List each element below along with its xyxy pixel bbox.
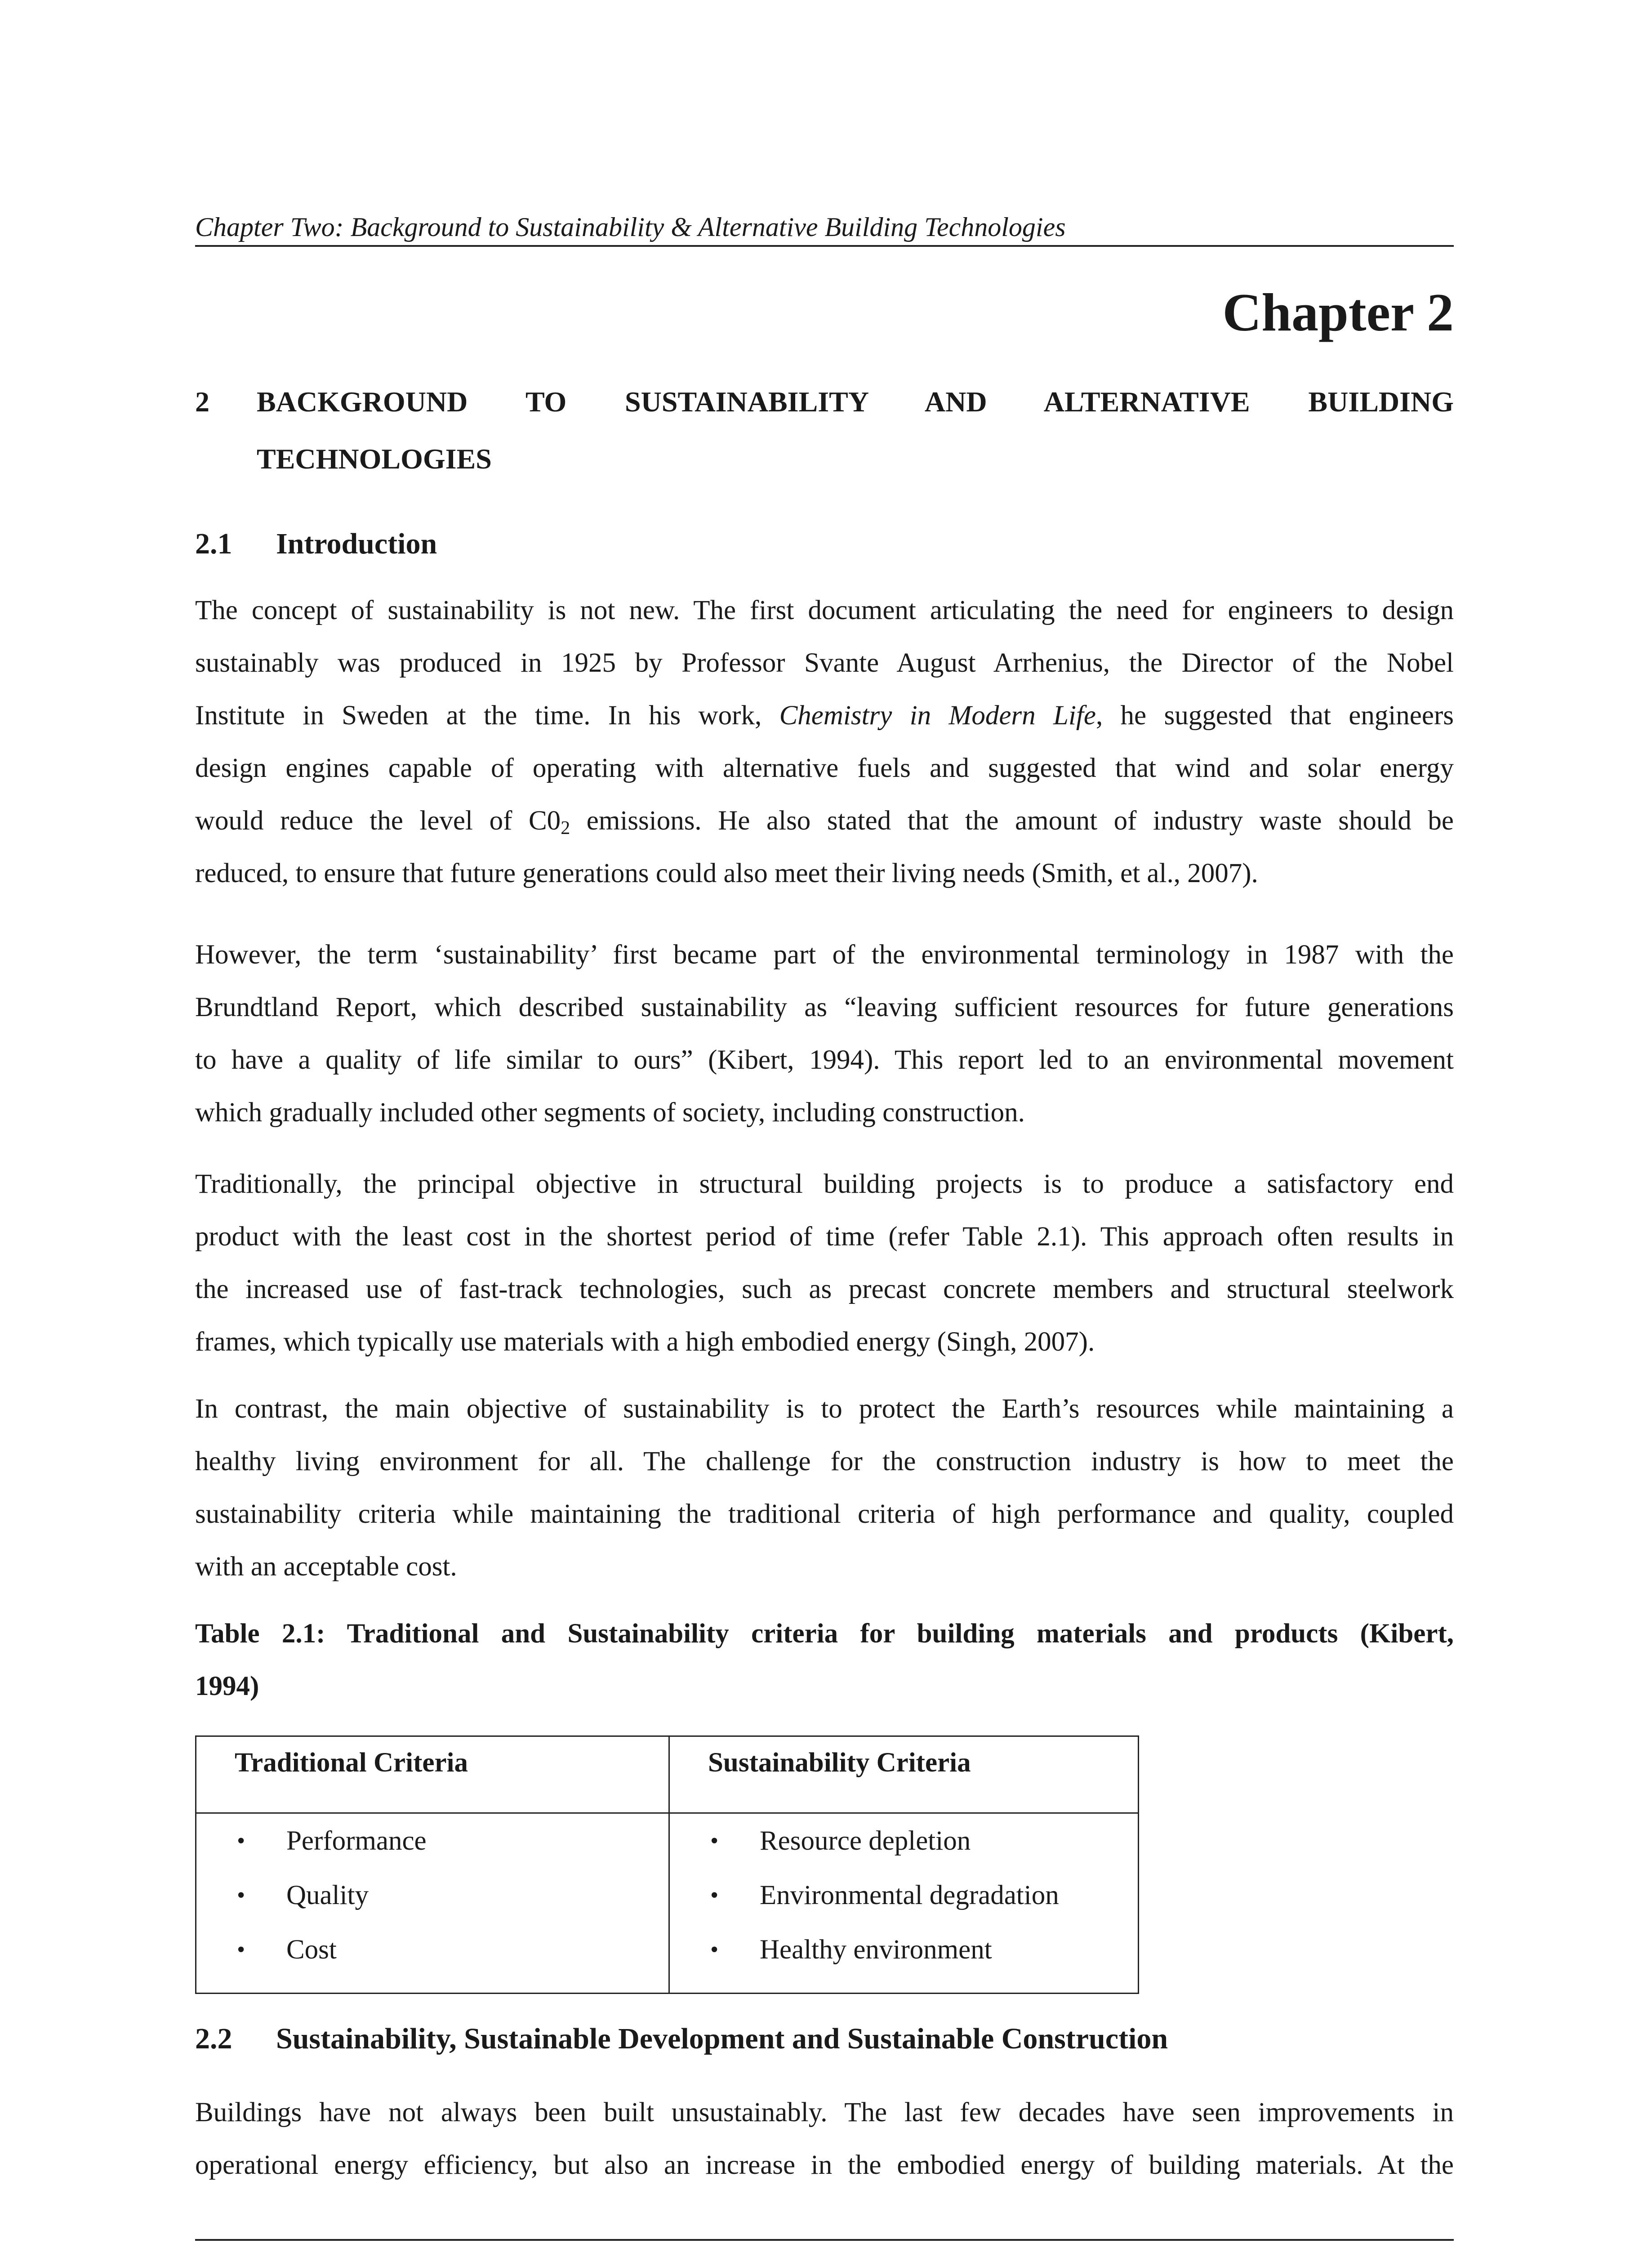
sustainability-criteria-list (701, 1814, 1120, 1977)
text-line: to have a quality of life similar to ours” (Kibert, 1994). This report led to an environmental movement (195, 1045, 1454, 1075)
running-header: Chapter Two: Background to Sustainability & Alternative Building Technologies (195, 212, 1066, 242)
bullet-icon: • (710, 1828, 719, 1854)
text-line: Institute in Sweden at the time. In his work, Chemistry in Modern Life, he suggested that engineers (195, 700, 1454, 731)
section-number: 2.1 (195, 527, 232, 560)
section-title: Sustainability, Sustainable Development and Sustainable Construction (276, 2022, 1168, 2055)
paragraph-buildings (195, 2086, 1454, 2191)
paragraph-contrast (195, 1383, 1454, 1593)
document-page (195, 0, 1454, 2248)
text-line: product with the least cost in the shortest period of time (refer Table 2.1). This approach often results in (195, 1222, 1454, 1252)
bullet-icon: • (710, 1882, 719, 1908)
list-item: • Environmental degradation (701, 1868, 1120, 1922)
bullet-icon: • (710, 1937, 719, 1963)
section-title-line: BACKGROUND TO SUSTAINABILITY AND ALTERNATIVE BUILDING (257, 386, 1454, 418)
text-line: healthy living environment for all. The challenge for the construction industry is how to meet the (195, 1446, 1454, 1476)
list-item: • Performance (228, 1814, 650, 1868)
section-title-line: TECHNOLOGIES (257, 443, 492, 475)
criteria-table (195, 1735, 1139, 1994)
text-line: would reduce the level of $C0_2$ emissions. He also stated that the amount of industry waste should be (195, 806, 1454, 839)
list-item: • Quality (228, 1868, 650, 1922)
text-line: the increased use of fast-track technologies, such as precast concrete members and structural steelwork (195, 1274, 1454, 1304)
sustainability-criteria-cell (669, 1813, 1139, 1994)
section-2-1-heading (195, 526, 1454, 562)
section-number: 2.2 (195, 2022, 232, 2055)
text-line: which gradually included other segments of society, including construction. (195, 1097, 1025, 1128)
header-rule (195, 245, 1454, 247)
table-caption (195, 1607, 1454, 1713)
bullet-icon: • (237, 1937, 245, 1963)
table-header-sustainability: Sustainability Criteria (669, 1736, 1139, 1813)
text-line: with an acceptable cost. (195, 1552, 457, 1582)
bullet-icon: • (237, 1828, 245, 1854)
list-item: • Resource depletion (701, 1814, 1120, 1868)
caption-line: Table 2.1: Traditional and Sustainability criteria for building materials and products (Kibert, (195, 1619, 1454, 1649)
text-line: Buildings have not always been built unsustainably. The last few decades have seen improvements in (195, 2097, 1454, 2128)
chapter-label: Chapter 2 (1222, 282, 1454, 342)
list-item: • Healthy environment (701, 1922, 1120, 1977)
text-line: design engines capable of operating with alternative fuels and suggested that wind and solar energy (195, 753, 1454, 783)
section-2-2-heading (195, 2021, 1454, 2057)
text-line: frames, which typically use materials with a high embodied energy (Singh, 2007). (195, 1327, 1095, 1357)
text-line: operational energy efficiency, but also an increase in the embodied energy of building materials. At the (195, 2150, 1454, 2180)
text-line: In contrast, the main objective of sustainability is to protect the Earth’s resources while maintaining a (195, 1394, 1454, 1424)
list-item: • Cost (228, 1922, 650, 1977)
paragraph-intro (195, 584, 1454, 900)
paragraph-brundtland (195, 928, 1454, 1139)
section-title: Introduction (276, 527, 437, 560)
traditional-criteria-list (228, 1814, 650, 1977)
footer-rule (195, 2239, 1454, 2241)
traditional-criteria-cell (196, 1813, 669, 1994)
text-line: The concept of sustainability is not new. The first document articulating the need for engineers to design (195, 595, 1454, 625)
text-line: reduced, to ensure that future generations could also meet their living needs (Smith, et al., 2007). (195, 858, 1258, 888)
section-2-heading (195, 373, 1454, 487)
text-line: sustainably was produced in 1925 by Professor Svante August Arrhenius, the Director of the Nobel (195, 648, 1454, 678)
text-line: Traditionally, the principal objective in structural building projects is to produce a satisfactory end (195, 1169, 1454, 1199)
text-line: Brundtland Report, which described sustainability as “leaving sufficient resources for future generations (195, 992, 1454, 1022)
text-line: However, the term ‘sustainability’ first became part of the environmental terminology in 1987 with the (195, 940, 1454, 970)
table-header-traditional: Traditional Criteria (196, 1736, 669, 1813)
section-number: 2 (195, 386, 209, 418)
book-title: Chemistry in Modern Life (779, 700, 1096, 731)
text-line: sustainability criteria while maintaining the traditional criteria of high performance and quality, coupled (195, 1499, 1454, 1529)
bullet-icon: • (237, 1882, 245, 1908)
caption-line: 1994) (195, 1671, 259, 1701)
paragraph-traditional (195, 1158, 1454, 1368)
